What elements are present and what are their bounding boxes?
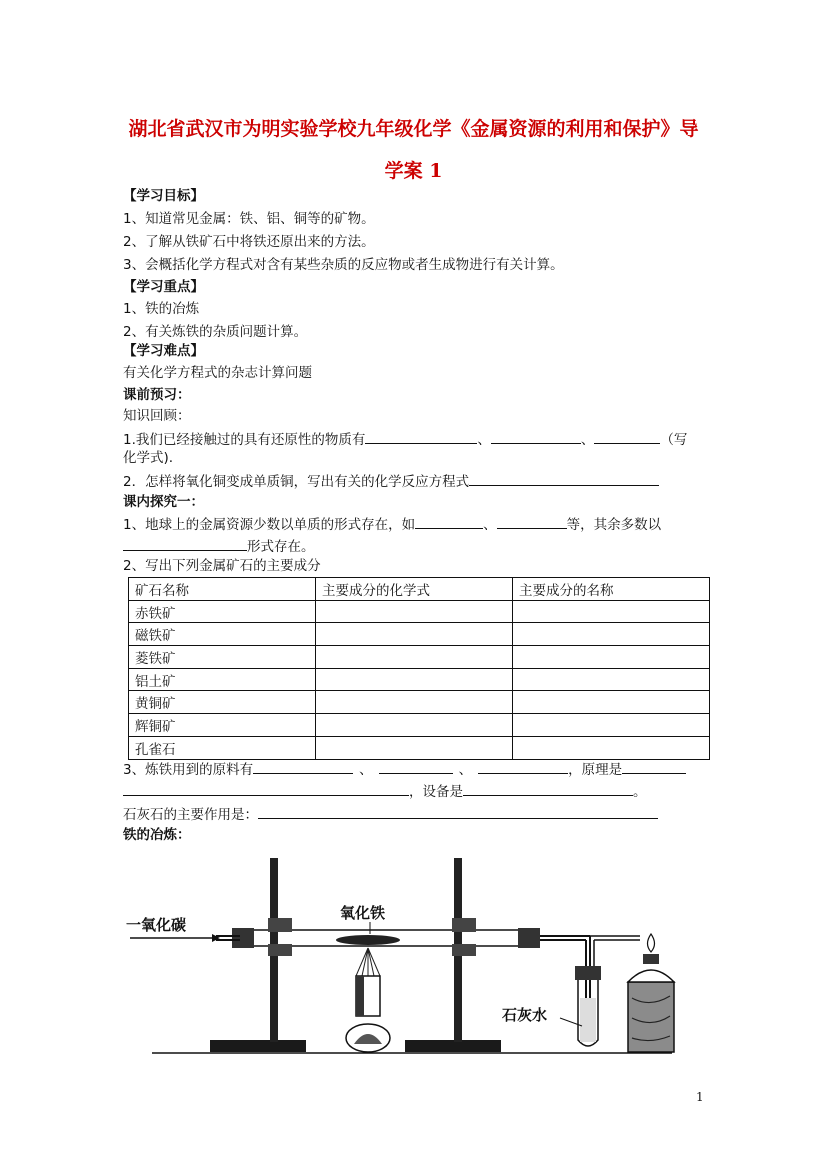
e1-blank-3[interactable] — [123, 536, 247, 551]
explore-heading: 课内探究一： — [123, 494, 204, 510]
formula-cell[interactable] — [316, 600, 513, 623]
table-header: 矿石名称 — [129, 578, 316, 601]
table-row — [129, 714, 710, 737]
formula-cell[interactable] — [316, 736, 513, 759]
smelting-heading: 铁的冶炼： — [123, 827, 191, 843]
ore-name: 铝土矿 — [129, 668, 316, 691]
table-row — [129, 646, 710, 669]
question-2 — [123, 471, 659, 492]
e3-mid: ，原理是 — [568, 762, 623, 778]
e3-blank-5[interactable] — [123, 781, 409, 796]
table-row — [129, 691, 710, 714]
component-name-cell[interactable] — [513, 714, 710, 737]
preview-heading: 课前预习： — [123, 387, 191, 403]
review-heading: 知识回顾： — [123, 408, 191, 424]
ore-name: 磁铁矿 — [129, 623, 316, 646]
e3-blank-6[interactable] — [463, 781, 633, 796]
q1-tail: （写 — [660, 432, 688, 448]
component-name-cell[interactable] — [513, 691, 710, 714]
e1-tail: 等，其余多数以 — [566, 517, 662, 533]
e3-blank-2[interactable] — [379, 759, 453, 774]
difficulty-heading: 【学习难点】 — [123, 343, 204, 359]
explore-2: 2、写出下列金属矿石的主要成分 — [123, 558, 321, 574]
formula-cell[interactable] — [316, 623, 513, 646]
e1-blank-1[interactable] — [415, 514, 483, 529]
q1-line-2: 化学式). — [123, 450, 174, 466]
explore-3-line-2 — [123, 781, 647, 802]
component-name-cell[interactable] — [513, 600, 710, 623]
e3-end: 。 — [633, 784, 647, 800]
table-row — [129, 736, 710, 759]
focus-1: 1、铁的冶炼 — [123, 301, 200, 317]
q1-blank-1[interactable] — [365, 429, 477, 444]
table-row — [129, 600, 710, 623]
e3-sep-1: 、 — [359, 762, 373, 778]
limestone-text: 石灰石的主要作用是： — [123, 807, 258, 823]
q1-sep-2: 、 — [580, 432, 595, 448]
e1-line2-text: 形式存在。 — [247, 539, 315, 555]
e3-sep-2: 、 — [458, 762, 473, 778]
formula-cell[interactable] — [316, 691, 513, 714]
e1-text: 1、地球上的金属资源少数以单质的形式存在，如 — [123, 517, 416, 533]
page-number: 1 — [696, 1090, 704, 1104]
formula-cell[interactable] — [316, 646, 513, 669]
e3-blank-1[interactable] — [253, 759, 353, 774]
limestone-question — [123, 804, 658, 825]
ore-table — [128, 577, 710, 760]
component-name-cell[interactable] — [513, 623, 710, 646]
ore-name: 辉铜矿 — [129, 714, 316, 737]
difficulty-1: 有关化学方程式的杂志计算问题 — [123, 365, 312, 381]
component-name-cell[interactable] — [513, 646, 710, 669]
table-header-row — [129, 578, 710, 601]
doc-title-line2: 学案 1 — [384, 160, 443, 182]
goal-2: 2、了解从铁矿石中将铁还原出来的方法。 — [123, 234, 375, 250]
table-header: 主要成分的化学式 — [316, 578, 513, 601]
label-carbon-monoxide: 一氧化碳 — [126, 916, 187, 934]
q1-blank-3[interactable] — [594, 429, 660, 444]
q1-text: 1.我们已经接触过的具有还原性的物质有 — [123, 432, 366, 448]
e3-device: ，设备是 — [409, 784, 463, 800]
goal-1: 1、知道常见金属：铁、铝、铜等的矿物。 — [123, 211, 375, 227]
table-header: 主要成分的名称 — [513, 578, 710, 601]
label-iron-oxide: 氧化铁 — [340, 904, 386, 922]
iron-smelting-apparatus-diagram — [120, 848, 690, 1058]
ore-name: 孔雀石 — [129, 736, 316, 759]
table-row — [129, 668, 710, 691]
e3-text: 3、炼铁用到的原料有 — [123, 762, 254, 778]
ore-name: 菱铁矿 — [129, 646, 316, 669]
explore-3 — [123, 759, 686, 780]
q1-blank-2[interactable] — [491, 429, 581, 444]
ore-name: 赤铁矿 — [129, 600, 316, 623]
e1-sep: 、 — [483, 517, 497, 533]
q2-text: 2．怎样将氧化铜变成单质铜，写出有关的化学反应方程式 — [123, 474, 470, 490]
explore-1 — [123, 514, 661, 535]
explore-1-line-2 — [123, 536, 315, 557]
limestone-blank[interactable] — [258, 804, 658, 819]
q2-blank[interactable] — [469, 471, 659, 486]
question-1 — [123, 429, 687, 450]
table-row — [129, 623, 710, 646]
e3-blank-3[interactable] — [478, 759, 568, 774]
goal-3: 3、会概括化学方程式对含有某些杂质的反应物或者生成物进行有关计算。 — [123, 257, 564, 273]
e3-blank-4[interactable] — [622, 759, 686, 774]
focus-2: 2、有关炼铁的杂质问题计算。 — [123, 324, 308, 340]
formula-cell[interactable] — [316, 714, 513, 737]
formula-cell[interactable] — [316, 668, 513, 691]
component-name-cell[interactable] — [513, 668, 710, 691]
ore-name: 黄铜矿 — [129, 691, 316, 714]
doc-title-line1: 湖北省武汉市为明实验学校九年级化学《金属资源的利用和保护》导 — [128, 118, 699, 140]
q1-sep-1: 、 — [477, 432, 491, 448]
goals-heading: 【学习目标】 — [123, 188, 204, 204]
focus-heading: 【学习重点】 — [123, 279, 204, 295]
e1-blank-2[interactable] — [497, 514, 567, 529]
label-limewater: 石灰水 — [502, 1006, 548, 1024]
component-name-cell[interactable] — [513, 736, 710, 759]
